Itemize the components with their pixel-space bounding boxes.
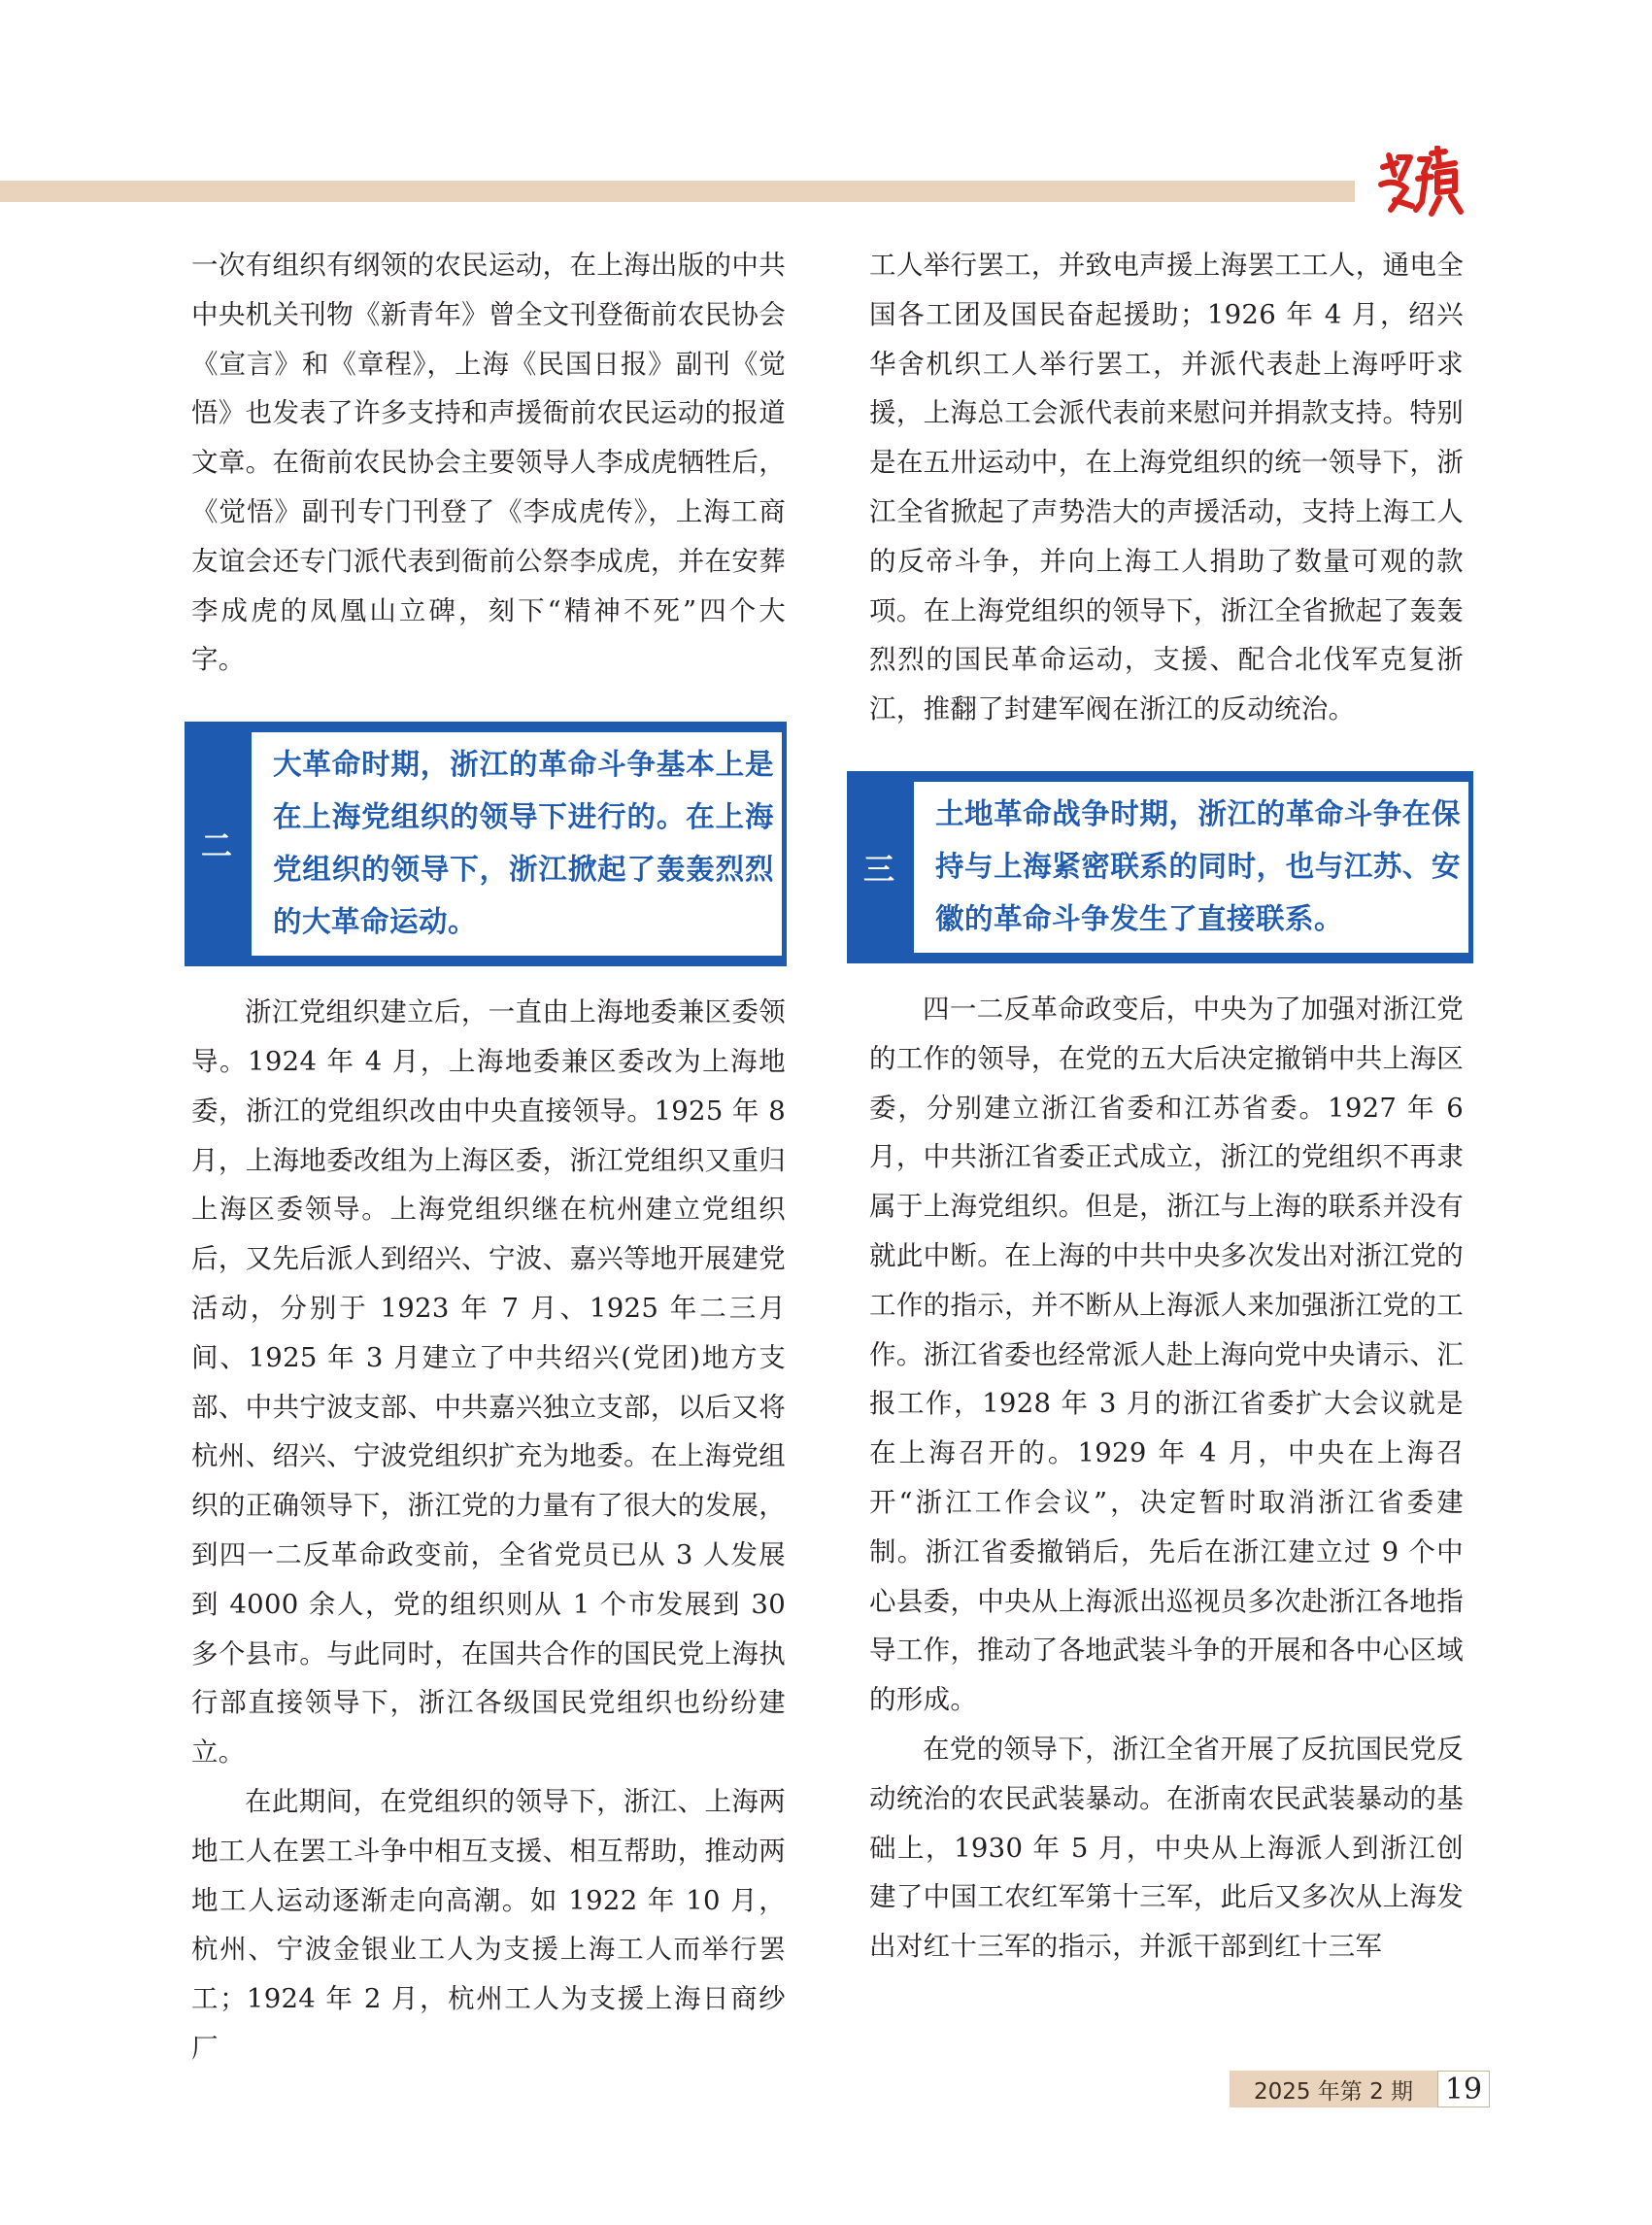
section-heading-two bbox=[185, 722, 787, 966]
section-heading-text: 土地革命战争时期，浙江的革命斗争在保持与上海紧密联系的同时，也与江苏、安徽的革命斗争发生了直接联系。 bbox=[911, 779, 1471, 956]
section-number: 三 bbox=[862, 850, 894, 888]
body-paragraph: 在此期间，在党组织的领导下，浙江、上海两地工人在罢工斗争中相互支援、相互帮助，推动两地工人运动逐渐走向高潮。如 1922 年 10 月，杭州、宁波金银业工人为支援上海工人而举行罢工；1924 年 2 月，杭州工人为支援上海日商纱厂 bbox=[191, 1785, 786, 2064]
section-number: 二 bbox=[200, 827, 232, 865]
body-paragraph: 浙江党组织建立后，一直由上海地委兼区委领导。1924 年 4 月，上海地委兼区委改为上海地委，浙江的党组织改由中央直接领导。1925 年 8 月，上海地委改组为上海区委，浙江党组织又重归上海区委领导。上海党组织继在杭州建立党组织后，又先后派人到绍兴、宁波、嘉兴等地开展建党活动，分别于 1923 年 7 月、1925 年二三月间、1925 年 3 月建立了中共绍兴(党团)地方支部、中共宁波支部、中共嘉兴独立支部，以后又将杭州、绍兴、宁波党组织扩充为地委。在上海党组织的正确领导下，浙江党的力量有了很大的发展，到四一二反革命政变前，全省党员已从 3 人发展到 4000 余人，党的组织则从 1 个市发展到 30 多个县市。与此同时，在国共合作的国民党上海执行部直接领导下，浙江各级国民党组织也纷纷建立。 bbox=[191, 996, 786, 1769]
body-paragraph: 工人举行罢工，并致电声援上海罢工工人，通电全国各工团及国民奋起援助；1926 年 4 月，绍兴华舍机织工人举行罢工，并派代表赴上海呼吁求援，上海总工会派代表前来慰问并捐款支持。特别是在五卅运动中，在上海党组织的统一领导下，浙江全省掀起了声势浩大的声援活动，支持上海工人的反帝斗争，并向上海工人捐助了数量可观的款项。在上海党组织的领导下，浙江全省掀起了轰轰烈烈的国民革命运动，支援、配合北伐军克复浙江，推翻了封建军阀在浙江的反动统治。 bbox=[869, 250, 1464, 725]
issue-label: 2025 年第 2 期 bbox=[1230, 2071, 1437, 2107]
left-column bbox=[191, 241, 786, 2073]
section-heading-text: 大革命时期，浙江的革命斗争基本上是在上海党组织的领导下进行的。在上海党组织的领导下，浙江掀起了轰轰烈烈的大革命运动。 bbox=[249, 729, 785, 959]
body-paragraph: 四一二反革命政变后，中央为了加强对浙江党的工作的领导，在党的五大后决定撤销中共上海区委，分别建立浙江省委和江苏省委。1927 年 6 月，中共浙江省委正式成立，浙江的党组织不再隶属于上海党组织。但是，浙江与上海的联系并没有就此中断。在上海的中共中央多次发出对浙江党的工作的指示，并不断从上海派人来加强浙江党的工作。浙江省委也经常派人赴上海向党中央请示、汇报工作，1928 年 3 月的浙江省委扩大会议就是在上海召开的。1929 年 4 月，中央在上海召开“浙江工作会议”，决定暂时取消浙江省委建制。浙江省委撤销后，先后在浙江建立过 9 个中心县委，中央从上海派出巡视员多次赴浙江各地指导工作，推动了各地武装斗争的开展和各中心区域的形成。 bbox=[869, 993, 1464, 1716]
body-paragraph: 一次有组织有纲领的农民运动，在上海出版的中共中央机关刊物《新青年》曾全文刊登衙前农民协会《宣言》和《章程》，上海《民国日报》副刊《觉悟》也发表了许多支持和声援衙前农民运动的报道文章。在衙前农民协会主要领导人李成虎牺牲后，《觉悟》副刊专门刊登了《李成虎传》，上海工商友谊会还专门派代表到衙前公祭李成虎，并在安葬李成虎的凤凰山立碑，刻下“精神不死”四个大字。 bbox=[191, 250, 786, 676]
section-heading-three bbox=[847, 771, 1473, 963]
page-number: 19 bbox=[1437, 2071, 1490, 2107]
magazine-logo bbox=[1377, 146, 1465, 223]
right-column bbox=[862, 241, 1464, 1972]
header-bar bbox=[0, 181, 1355, 202]
body-paragraph: 在党的领导下，浙江全省开展了反抗国民党反动统治的农民武装暴动。在浙南农民武装暴动的基础上，1930 年 5 月，中央从上海派人到浙江创建了中国工农红军第十三军，此后又多次从上海发出对红十三军的指示，并派干部到红十三军 bbox=[869, 1733, 1464, 1963]
